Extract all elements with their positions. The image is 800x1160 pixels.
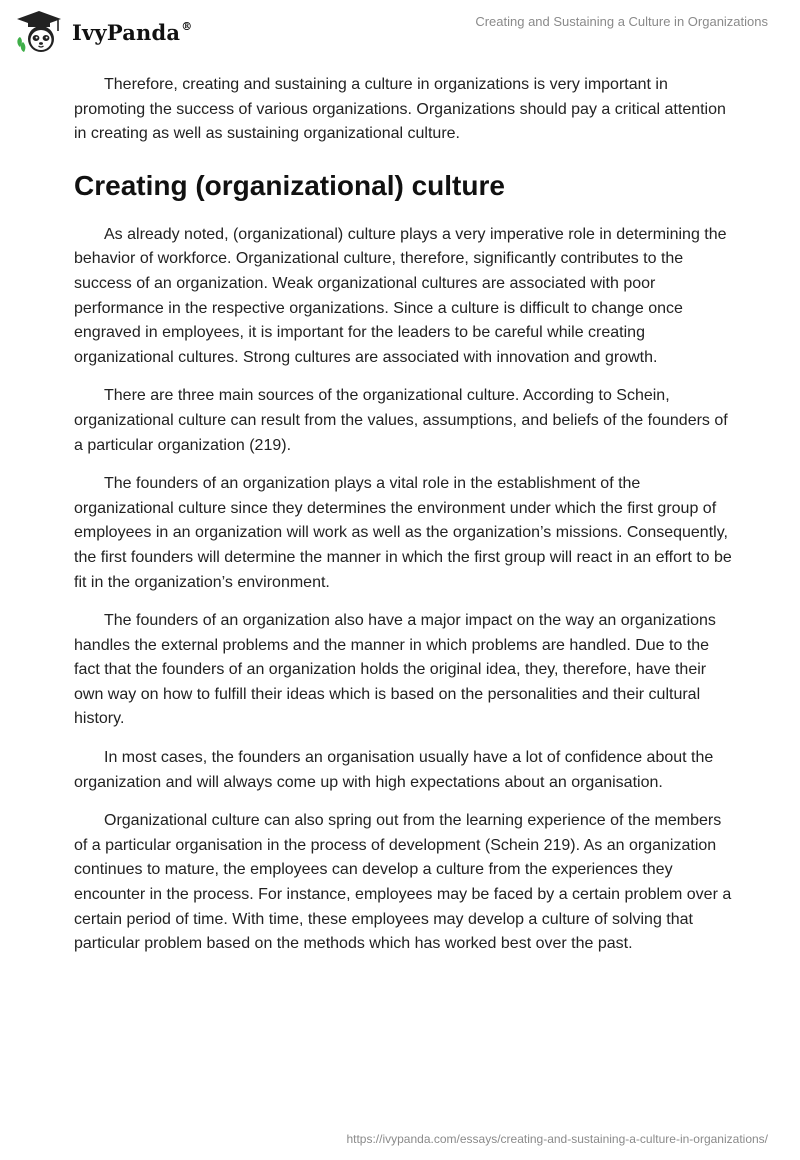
paragraph-6: Organizational culture can also spring out from the learning experience of the members of a particular organisation in the process of development (Schein 219). As an organization continues to mature, the employees can develop a culture from the experiences they encounter in the process. For instance, employees may be faced by a certain problem over a certain period of time. With time, these employees may develop a culture of solving that particular problem based on the methods which has worked best over the past. bbox=[74, 812, 732, 953]
registered-mark: ® bbox=[181, 19, 193, 33]
panda-graduate-icon bbox=[14, 9, 64, 55]
page-header bbox=[0, 0, 800, 70]
paragraph-5: In most cases, the founders an organisation usually have a lot of confidence about the organization and will always come up with high expectations about an organisation. bbox=[74, 749, 714, 791]
document-title: Creating and Sustaining a Culture in Organizations bbox=[475, 14, 768, 29]
paragraph-2: There are three main sources of the organizational culture. According to Schein, organizational culture can result from the values, assumptions, and beliefs of the founders of a particular organization (219). bbox=[74, 387, 728, 454]
section-heading: Creating (organizational) culture bbox=[74, 169, 505, 201]
brand-name: IvyPanda® bbox=[72, 19, 193, 45]
source-url[interactable]: https://ivypanda.com/essays/creating-and-sustaining-a-culture-in-organizations/ bbox=[346, 1132, 768, 1146]
essay-content bbox=[74, 73, 734, 971]
intro-paragraph: Therefore, creating and sustaining a culture in organizations is very important in promoting the success of various organizations. Organizations should pay a critical attention in creating as well as sustaining organizational culture. bbox=[74, 76, 726, 143]
ivypanda-logo[interactable] bbox=[14, 10, 192, 54]
paragraph-4: The founders of an organization also have a major impact on the way an organizations handles the external problems and the manner in which problems are handled. Due to the fact that the founders of an organization holds the original idea, they, therefore, have their own way on how to fulfill their ideas which is based on the personalities and their cultural history. bbox=[74, 612, 716, 728]
paragraph-3: The founders of an organization plays a vital role in the establishment of the organizational culture since they determines the environment under which the first group of employees in an organization will work as well as the organization’s missions. Consequently, the first founders will determine the manner in which the first group will react in an effort to be fit in the organization’s environment. bbox=[74, 475, 732, 591]
paragraph-1: As already noted, (organizational) culture plays a very imperative role in determining the behavior of workforce. Organizational culture, therefore, significantly contributes to the success of an organization. Weak organizational cultures are associated with poor performance in the respective organizations. Since a culture is difficult to change once engraved in employees, it is important for the leaders to be careful while creating organizational cultures. Strong cultures are associated with innovation and growth. bbox=[74, 225, 727, 366]
